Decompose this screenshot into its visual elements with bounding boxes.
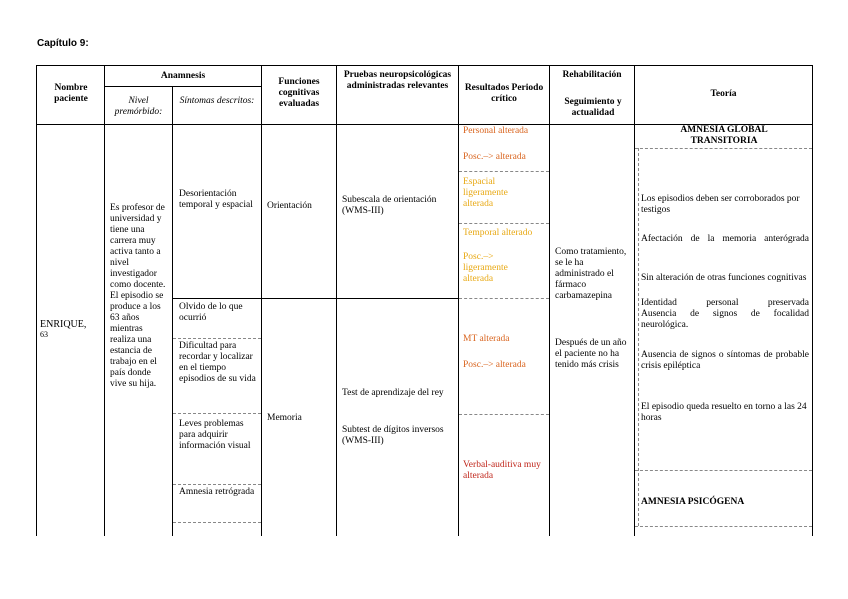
header-seguimiento: Seguimiento y actualidad (564, 97, 622, 118)
patient-cell (40, 319, 86, 339)
teoria-title-amnesia-global: AMNESIA GLOBAL TRANSITORIA (680, 125, 768, 146)
patient-name: ENRIQUE, (40, 319, 87, 330)
sintoma-olvido: Olvido de lo que ocurrió (179, 302, 243, 323)
chapter-heading: Capítulo 9: (37, 38, 89, 49)
resultado-mt: MT alterada (463, 334, 510, 344)
prueba-aprendizaje-rey: Test de aprendizaje del rey (342, 388, 444, 398)
teoria-item-anterograda: Afectación de la memoria anterógrada (641, 234, 809, 244)
resultado-temporal: Temporal alterado (463, 228, 533, 238)
sintoma-amnesia-retrograda: Amnesia retrógrada (179, 487, 255, 497)
header-anamnesis: Anamnesis (160, 71, 206, 81)
resultado-temporal-posc: Posc.–> ligeramente alterada (463, 252, 508, 284)
teoria-item-crisis-epileptica: Ausencia de signos o síntomas de probable crisis epiléptica (641, 350, 809, 371)
rehabilitacion-seguimiento: Después de un año el paciente no ha tenido más crisis (555, 338, 627, 370)
resultado-espacial: Espacial ligeramente alterada (463, 177, 508, 209)
header-pruebas: Pruebas neuropsicológicas administradas relevantes (343, 70, 452, 91)
nivel-premorbido-text: Es profesor de universidad y tiene una carrera muy activa tanto a nivel investigador como docente. El episodio se produce a los 63 años mientras realiza una estancia de trabajo en el país donde vive su hija. (110, 203, 166, 389)
teoria-title-amnesia-psicogena: AMNESIA PSICÓGENA (641, 497, 745, 507)
header-resultados: Resultados Periodo crítico (464, 83, 544, 104)
funcion-memoria: Memoria (267, 413, 302, 423)
resultado-verbal-auditiva: Verbal-auditiva muy alterada (463, 460, 541, 481)
resultado-personal: Personal alterada (463, 126, 529, 136)
patient-age: 63 (40, 330, 48, 339)
rehabilitacion-tratamiento: Como tratamiento, se le ha administrado el fármaco carbamazepina (555, 247, 627, 301)
sintoma-dificultad-recordar: Dificultad para recordar y localizar en el tiempo episodios de su vida (179, 341, 256, 384)
sintoma-desorientacion: Desorientación temporal y espacial (179, 189, 253, 210)
teoria-item-24-horas: El episodio queda resuelto en torno a las 24 horas (641, 402, 807, 423)
teoria-item-identidad: Identidad personal preservada (641, 298, 809, 308)
header-nombre-paciente: Nombre paciente (54, 83, 88, 104)
header-sintomas: Síntomas descritos: (179, 96, 255, 106)
header-funciones: Funciones cognitivas evaluadas (278, 77, 320, 109)
header-rehabilitacion: Rehabilitación (562, 70, 622, 80)
header-nivel-premorbido: Nivel premórbido: (114, 96, 163, 117)
resultado-personal-posc: Posc.–> alterada (463, 152, 526, 162)
sintoma-informacion-visual: Leves problemas para adquirir información visual (179, 419, 251, 451)
prueba-orientacion: Subescala de orientación (WMS-III) (342, 195, 437, 216)
funcion-orientacion: Orientación (267, 201, 312, 211)
teoria-item-focalidad: Ausencia de signos de focalidad neurológica. (641, 309, 809, 330)
resultado-mt-posc: Posc.–> alterada (463, 360, 526, 370)
teoria-item-testigos: Los episodios deben ser corroborados por testigos (641, 194, 800, 215)
header-teoria: Teoría (710, 89, 737, 99)
teoria-item-sin-alteracion: Sin alteración de otras funciones cognitivas (641, 273, 807, 283)
prueba-digitos-inversos: Subtest de dígitos inversos (WMS-III) (342, 425, 444, 446)
